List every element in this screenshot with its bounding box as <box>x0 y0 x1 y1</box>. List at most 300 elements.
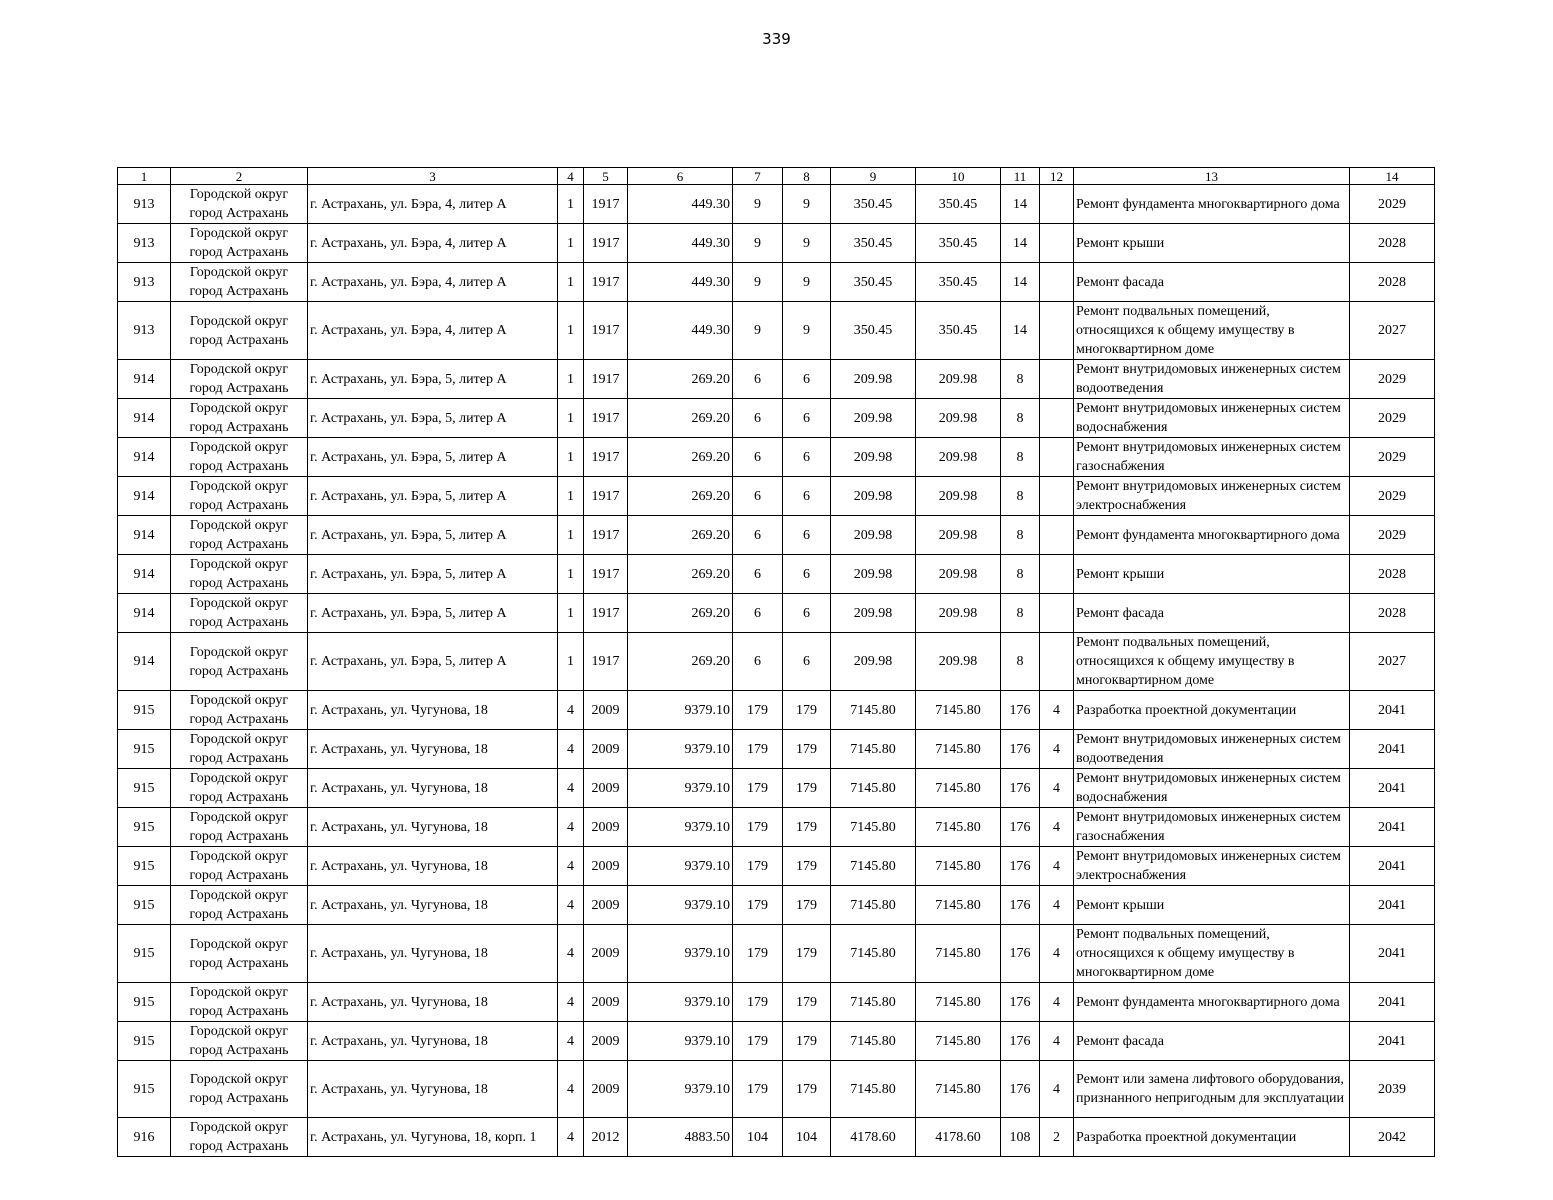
cell-n: 914 <box>118 516 171 555</box>
cell-n: 915 <box>118 983 171 1022</box>
col-header: 9 <box>831 168 916 185</box>
table-row <box>118 633 1435 691</box>
cell-c8: 179 <box>783 983 831 1022</box>
cell-c10: 209.98 <box>916 438 1001 477</box>
cell-c11: 176 <box>1001 769 1040 808</box>
cell-n: 914 <box>118 555 171 594</box>
cell-c10: 7145.80 <box>916 1061 1001 1118</box>
cell-c6: 9379.10 <box>628 983 733 1022</box>
cell-c8: 6 <box>783 360 831 399</box>
cell-work: Ремонт внутридомовых инженерных систем водоснабжения <box>1074 399 1350 438</box>
cell-c8: 6 <box>783 633 831 691</box>
cell-n: 915 <box>118 1061 171 1118</box>
cell-c8: 9 <box>783 302 831 360</box>
cell-c11: 176 <box>1001 983 1040 1022</box>
cell-c12 <box>1040 185 1074 224</box>
cell-c6: 9379.10 <box>628 847 733 886</box>
cell-mun: Городской округ город Астрахань <box>171 263 308 302</box>
cell-addr: г. Астрахань, ул. Чугунова, 18 <box>308 769 558 808</box>
cell-year: 2029 <box>1350 477 1435 516</box>
cell-work: Ремонт фасада <box>1074 263 1350 302</box>
cell-c11: 14 <box>1001 263 1040 302</box>
cell-work: Ремонт крыши <box>1074 886 1350 925</box>
cell-c9: 209.98 <box>831 438 916 477</box>
cell-c6: 449.30 <box>628 185 733 224</box>
cell-c9: 209.98 <box>831 477 916 516</box>
cell-c9: 209.98 <box>831 516 916 555</box>
cell-addr: г. Астрахань, ул. Чугунова, 18 <box>308 847 558 886</box>
cell-c10: 209.98 <box>916 477 1001 516</box>
cell-work: Ремонт крыши <box>1074 555 1350 594</box>
cell-c11: 176 <box>1001 925 1040 983</box>
cell-c6: 9379.10 <box>628 1061 733 1118</box>
cell-c6: 9379.10 <box>628 691 733 730</box>
cell-c8: 179 <box>783 925 831 983</box>
cell-work: Ремонт фундамента многоквартирного дома <box>1074 185 1350 224</box>
cell-work: Ремонт подвальных помещений, относящихся к общему имуществу в многоквартирном доме <box>1074 633 1350 691</box>
cell-mun: Городской округ город Астрахань <box>171 691 308 730</box>
cell-c11: 176 <box>1001 1022 1040 1061</box>
cell-c4: 4 <box>558 1022 584 1061</box>
cell-c6: 269.20 <box>628 555 733 594</box>
cell-c8: 179 <box>783 1061 831 1118</box>
cell-c10: 7145.80 <box>916 808 1001 847</box>
cell-c5: 2009 <box>584 983 628 1022</box>
cell-n: 915 <box>118 691 171 730</box>
cell-year: 2029 <box>1350 399 1435 438</box>
cell-c6: 269.20 <box>628 594 733 633</box>
table-row <box>118 185 1435 224</box>
table-row <box>118 1118 1435 1157</box>
table-row <box>118 886 1435 925</box>
cell-mun: Городской округ город Астрахань <box>171 983 308 1022</box>
col-header: 5 <box>584 168 628 185</box>
cell-n: 915 <box>118 1022 171 1061</box>
cell-n: 913 <box>118 263 171 302</box>
cell-mun: Городской округ город Астрахань <box>171 730 308 769</box>
cell-c7: 179 <box>733 769 783 808</box>
cell-c4: 4 <box>558 1118 584 1157</box>
cell-c10: 209.98 <box>916 594 1001 633</box>
cell-c5: 1917 <box>584 360 628 399</box>
cell-c7: 6 <box>733 438 783 477</box>
table-row <box>118 360 1435 399</box>
col-header: 1 <box>118 168 171 185</box>
cell-c7: 179 <box>733 983 783 1022</box>
cell-c8: 6 <box>783 477 831 516</box>
cell-c7: 179 <box>733 691 783 730</box>
column-number-header <box>118 168 1435 185</box>
cell-mun: Городской округ город Астрахань <box>171 1022 308 1061</box>
cell-year: 2041 <box>1350 808 1435 847</box>
cell-c12: 4 <box>1040 769 1074 808</box>
cell-year: 2028 <box>1350 594 1435 633</box>
cell-c12: 4 <box>1040 1061 1074 1118</box>
cell-c8: 6 <box>783 555 831 594</box>
cell-c9: 209.98 <box>831 633 916 691</box>
cell-c4: 1 <box>558 263 584 302</box>
cell-c6: 449.30 <box>628 302 733 360</box>
cell-c5: 1917 <box>584 399 628 438</box>
cell-mun: Городской округ город Астрахань <box>171 847 308 886</box>
cell-c10: 350.45 <box>916 263 1001 302</box>
cell-c8: 179 <box>783 769 831 808</box>
cell-year: 2027 <box>1350 302 1435 360</box>
cell-c5: 1917 <box>584 185 628 224</box>
cell-c6: 9379.10 <box>628 808 733 847</box>
cell-n: 915 <box>118 769 171 808</box>
cell-c11: 8 <box>1001 438 1040 477</box>
cell-year: 2028 <box>1350 263 1435 302</box>
cell-c9: 209.98 <box>831 555 916 594</box>
cell-mun: Городской округ город Астрахань <box>171 438 308 477</box>
cell-c5: 2009 <box>584 769 628 808</box>
cell-n: 914 <box>118 594 171 633</box>
cell-c5: 1917 <box>584 633 628 691</box>
cell-c12: 4 <box>1040 925 1074 983</box>
cell-c11: 176 <box>1001 1061 1040 1118</box>
cell-c7: 6 <box>733 555 783 594</box>
cell-work: Ремонт фундамента многоквартирного дома <box>1074 516 1350 555</box>
cell-c4: 1 <box>558 360 584 399</box>
table-row <box>118 691 1435 730</box>
cell-c8: 179 <box>783 1022 831 1061</box>
table-row <box>118 302 1435 360</box>
cell-c11: 176 <box>1001 847 1040 886</box>
cell-c9: 209.98 <box>831 399 916 438</box>
cell-c11: 176 <box>1001 691 1040 730</box>
cell-c12 <box>1040 516 1074 555</box>
cell-c7: 9 <box>733 185 783 224</box>
cell-mun: Городской округ город Астрахань <box>171 185 308 224</box>
cell-year: 2028 <box>1350 224 1435 263</box>
cell-c7: 179 <box>733 886 783 925</box>
cell-c11: 8 <box>1001 594 1040 633</box>
cell-c9: 7145.80 <box>831 925 916 983</box>
cell-n: 916 <box>118 1118 171 1157</box>
table-row <box>118 808 1435 847</box>
cell-c8: 179 <box>783 730 831 769</box>
cell-c8: 9 <box>783 185 831 224</box>
cell-addr: г. Астрахань, ул. Бэра, 5, литер А <box>308 360 558 399</box>
cell-addr: г. Астрахань, ул. Бэра, 5, литер А <box>308 399 558 438</box>
cell-c11: 108 <box>1001 1118 1040 1157</box>
table-row <box>118 399 1435 438</box>
cell-mun: Городской округ город Астрахань <box>171 925 308 983</box>
cell-c9: 350.45 <box>831 302 916 360</box>
cell-n: 914 <box>118 399 171 438</box>
cell-c5: 1917 <box>584 263 628 302</box>
cell-c4: 4 <box>558 847 584 886</box>
cell-addr: г. Астрахань, ул. Бэра, 5, литер А <box>308 555 558 594</box>
cell-year: 2041 <box>1350 925 1435 983</box>
cell-n: 915 <box>118 925 171 983</box>
cell-c7: 179 <box>733 925 783 983</box>
cell-c9: 7145.80 <box>831 691 916 730</box>
cell-n: 913 <box>118 185 171 224</box>
cell-mun: Городской округ город Астрахань <box>171 516 308 555</box>
table-row <box>118 477 1435 516</box>
cell-c5: 1917 <box>584 555 628 594</box>
cell-addr: г. Астрахань, ул. Чугунова, 18, корп. 1 <box>308 1118 558 1157</box>
cell-c10: 7145.80 <box>916 847 1001 886</box>
cell-c10: 7145.80 <box>916 886 1001 925</box>
cell-c9: 4178.60 <box>831 1118 916 1157</box>
cell-c12 <box>1040 360 1074 399</box>
table-row <box>118 516 1435 555</box>
cell-c9: 350.45 <box>831 224 916 263</box>
cell-c5: 1917 <box>584 224 628 263</box>
cell-c5: 2009 <box>584 691 628 730</box>
cell-c6: 269.20 <box>628 399 733 438</box>
cell-c7: 6 <box>733 594 783 633</box>
cell-c12 <box>1040 399 1074 438</box>
cell-c6: 269.20 <box>628 438 733 477</box>
cell-c8: 179 <box>783 886 831 925</box>
table-row <box>118 769 1435 808</box>
cell-c8: 9 <box>783 224 831 263</box>
cell-work: Ремонт внутридомовых инженерных систем газоснабжения <box>1074 808 1350 847</box>
cell-c12 <box>1040 633 1074 691</box>
cell-work: Ремонт внутридомовых инженерных систем водоотведения <box>1074 730 1350 769</box>
cell-work: Ремонт подвальных помещений, относящихся к общему имуществу в многоквартирном доме <box>1074 925 1350 983</box>
cell-c8: 6 <box>783 438 831 477</box>
cell-c5: 1917 <box>584 438 628 477</box>
cell-addr: г. Астрахань, ул. Бэра, 4, литер А <box>308 302 558 360</box>
cell-mun: Городской округ город Астрахань <box>171 1118 308 1157</box>
table-row <box>118 847 1435 886</box>
cell-year: 2041 <box>1350 847 1435 886</box>
cell-mun: Городской округ город Астрахань <box>171 769 308 808</box>
cell-c7: 179 <box>733 1061 783 1118</box>
cell-c7: 9 <box>733 302 783 360</box>
cell-c5: 2012 <box>584 1118 628 1157</box>
cell-c10: 350.45 <box>916 224 1001 263</box>
table-row <box>118 263 1435 302</box>
cell-c11: 176 <box>1001 730 1040 769</box>
cell-addr: г. Астрахань, ул. Бэра, 5, литер А <box>308 516 558 555</box>
cell-year: 2029 <box>1350 360 1435 399</box>
col-header: 14 <box>1350 168 1435 185</box>
cell-mun: Городской округ город Астрахань <box>171 1061 308 1118</box>
cell-c5: 2009 <box>584 808 628 847</box>
cell-c8: 179 <box>783 847 831 886</box>
cell-addr: г. Астрахань, ул. Бэра, 4, литер А <box>308 263 558 302</box>
cell-work: Ремонт внутридомовых инженерных систем водоснабжения <box>1074 769 1350 808</box>
cell-year: 2027 <box>1350 633 1435 691</box>
cell-c9: 7145.80 <box>831 730 916 769</box>
cell-c8: 104 <box>783 1118 831 1157</box>
cell-mun: Городской округ город Астрахань <box>171 555 308 594</box>
cell-c7: 179 <box>733 808 783 847</box>
table-row <box>118 730 1435 769</box>
cell-work: Ремонт фасада <box>1074 594 1350 633</box>
col-header: 12 <box>1040 168 1074 185</box>
cell-addr: г. Астрахань, ул. Бэра, 5, литер А <box>308 594 558 633</box>
cell-c12: 4 <box>1040 886 1074 925</box>
cell-c9: 7145.80 <box>831 808 916 847</box>
cell-c10: 209.98 <box>916 516 1001 555</box>
cell-c5: 2009 <box>584 925 628 983</box>
cell-c4: 1 <box>558 555 584 594</box>
cell-c11: 176 <box>1001 886 1040 925</box>
cell-c4: 4 <box>558 983 584 1022</box>
cell-addr: г. Астрахань, ул. Бэра, 5, литер А <box>308 438 558 477</box>
cell-c10: 209.98 <box>916 633 1001 691</box>
cell-year: 2041 <box>1350 1022 1435 1061</box>
col-header: 10 <box>916 168 1001 185</box>
cell-n: 915 <box>118 808 171 847</box>
cell-addr: г. Астрахань, ул. Бэра, 5, литер А <box>308 477 558 516</box>
cell-n: 914 <box>118 438 171 477</box>
cell-c12 <box>1040 263 1074 302</box>
cell-c10: 209.98 <box>916 360 1001 399</box>
table-body <box>118 185 1435 1157</box>
cell-c5: 2009 <box>584 730 628 769</box>
cell-year: 2041 <box>1350 983 1435 1022</box>
cell-c10: 4178.60 <box>916 1118 1001 1157</box>
cell-c12: 4 <box>1040 1022 1074 1061</box>
cell-c5: 1917 <box>584 594 628 633</box>
cell-c7: 104 <box>733 1118 783 1157</box>
cell-c9: 350.45 <box>831 263 916 302</box>
cell-c8: 6 <box>783 516 831 555</box>
table-row <box>118 555 1435 594</box>
cell-c11: 8 <box>1001 399 1040 438</box>
cell-c12 <box>1040 438 1074 477</box>
cell-c4: 1 <box>558 594 584 633</box>
cell-c10: 7145.80 <box>916 730 1001 769</box>
cell-c5: 1917 <box>584 302 628 360</box>
col-header: 4 <box>558 168 584 185</box>
cell-c12: 4 <box>1040 808 1074 847</box>
cell-work: Ремонт внутридомовых инженерных систем газоснабжения <box>1074 438 1350 477</box>
cell-c10: 209.98 <box>916 399 1001 438</box>
cell-c4: 1 <box>558 399 584 438</box>
col-header: 3 <box>308 168 558 185</box>
cell-c6: 269.20 <box>628 516 733 555</box>
cell-c10: 7145.80 <box>916 925 1001 983</box>
cell-c8: 179 <box>783 691 831 730</box>
cell-c4: 1 <box>558 224 584 263</box>
cell-c10: 350.45 <box>916 302 1001 360</box>
cell-c6: 9379.10 <box>628 925 733 983</box>
cell-c7: 179 <box>733 730 783 769</box>
cell-c11: 8 <box>1001 360 1040 399</box>
cell-mun: Городской округ город Астрахань <box>171 224 308 263</box>
cell-work: Ремонт фундамента многоквартирного дома <box>1074 983 1350 1022</box>
cell-mun: Городской округ город Астрахань <box>171 302 308 360</box>
cell-addr: г. Астрахань, ул. Бэра, 5, литер А <box>308 633 558 691</box>
cell-c7: 6 <box>733 633 783 691</box>
col-header: 8 <box>783 168 831 185</box>
cell-mun: Городской округ город Астрахань <box>171 360 308 399</box>
cell-c5: 2009 <box>584 847 628 886</box>
cell-c7: 6 <box>733 516 783 555</box>
cell-c4: 1 <box>558 438 584 477</box>
cell-c8: 6 <box>783 594 831 633</box>
repair-schedule-table <box>117 167 1435 1157</box>
cell-c4: 1 <box>558 633 584 691</box>
cell-c7: 179 <box>733 1022 783 1061</box>
cell-work: Ремонт внутридомовых инженерных систем водоотведения <box>1074 360 1350 399</box>
cell-addr: г. Астрахань, ул. Бэра, 4, литер А <box>308 224 558 263</box>
cell-c9: 7145.80 <box>831 1022 916 1061</box>
cell-c4: 1 <box>558 185 584 224</box>
cell-c11: 8 <box>1001 633 1040 691</box>
cell-c11: 14 <box>1001 302 1040 360</box>
cell-c6: 9379.10 <box>628 730 733 769</box>
cell-c6: 4883.50 <box>628 1118 733 1157</box>
cell-work: Ремонт фасада <box>1074 1022 1350 1061</box>
cell-c9: 350.45 <box>831 185 916 224</box>
cell-addr: г. Астрахань, ул. Чугунова, 18 <box>308 1061 558 1118</box>
table-row <box>118 594 1435 633</box>
cell-work: Ремонт подвальных помещений, относящихся к общему имуществу в многоквартирном доме <box>1074 302 1350 360</box>
cell-c9: 7145.80 <box>831 769 916 808</box>
cell-c10: 7145.80 <box>916 983 1001 1022</box>
cell-c4: 1 <box>558 516 584 555</box>
cell-n: 913 <box>118 224 171 263</box>
cell-c10: 7145.80 <box>916 1022 1001 1061</box>
cell-addr: г. Астрахань, ул. Чугунова, 18 <box>308 983 558 1022</box>
cell-c12 <box>1040 594 1074 633</box>
cell-year: 2028 <box>1350 555 1435 594</box>
cell-c9: 7145.80 <box>831 983 916 1022</box>
cell-addr: г. Астрахань, ул. Чугунова, 18 <box>308 730 558 769</box>
cell-c6: 269.20 <box>628 633 733 691</box>
cell-work: Ремонт внутридомовых инженерных систем электроснабжения <box>1074 477 1350 516</box>
cell-c10: 350.45 <box>916 185 1001 224</box>
cell-c8: 6 <box>783 399 831 438</box>
table-row <box>118 983 1435 1022</box>
cell-year: 2041 <box>1350 886 1435 925</box>
cell-c4: 1 <box>558 302 584 360</box>
col-header: 7 <box>733 168 783 185</box>
cell-c11: 14 <box>1001 185 1040 224</box>
cell-addr: г. Астрахань, ул. Чугунова, 18 <box>308 1022 558 1061</box>
table-row <box>118 224 1435 263</box>
cell-c6: 9379.10 <box>628 886 733 925</box>
cell-n: 914 <box>118 360 171 399</box>
cell-c7: 9 <box>733 224 783 263</box>
cell-c12 <box>1040 477 1074 516</box>
cell-c9: 7145.80 <box>831 886 916 925</box>
cell-year: 2041 <box>1350 769 1435 808</box>
cell-mun: Городской округ город Астрахань <box>171 886 308 925</box>
cell-c12: 2 <box>1040 1118 1074 1157</box>
table-row <box>118 1061 1435 1118</box>
cell-c10: 209.98 <box>916 555 1001 594</box>
cell-c9: 209.98 <box>831 360 916 399</box>
page-number: 339 <box>762 30 791 48</box>
cell-c7: 6 <box>733 477 783 516</box>
cell-year: 2041 <box>1350 730 1435 769</box>
cell-c6: 9379.10 <box>628 1022 733 1061</box>
col-header: 2 <box>171 168 308 185</box>
cell-c6: 449.30 <box>628 263 733 302</box>
cell-n: 914 <box>118 633 171 691</box>
cell-c6: 9379.10 <box>628 769 733 808</box>
cell-c4: 4 <box>558 1061 584 1118</box>
cell-year: 2029 <box>1350 516 1435 555</box>
cell-c12: 4 <box>1040 847 1074 886</box>
cell-c8: 179 <box>783 808 831 847</box>
cell-c4: 4 <box>558 691 584 730</box>
table-row <box>118 1022 1435 1061</box>
cell-c7: 9 <box>733 263 783 302</box>
cell-work: Разработка проектной документации <box>1074 691 1350 730</box>
